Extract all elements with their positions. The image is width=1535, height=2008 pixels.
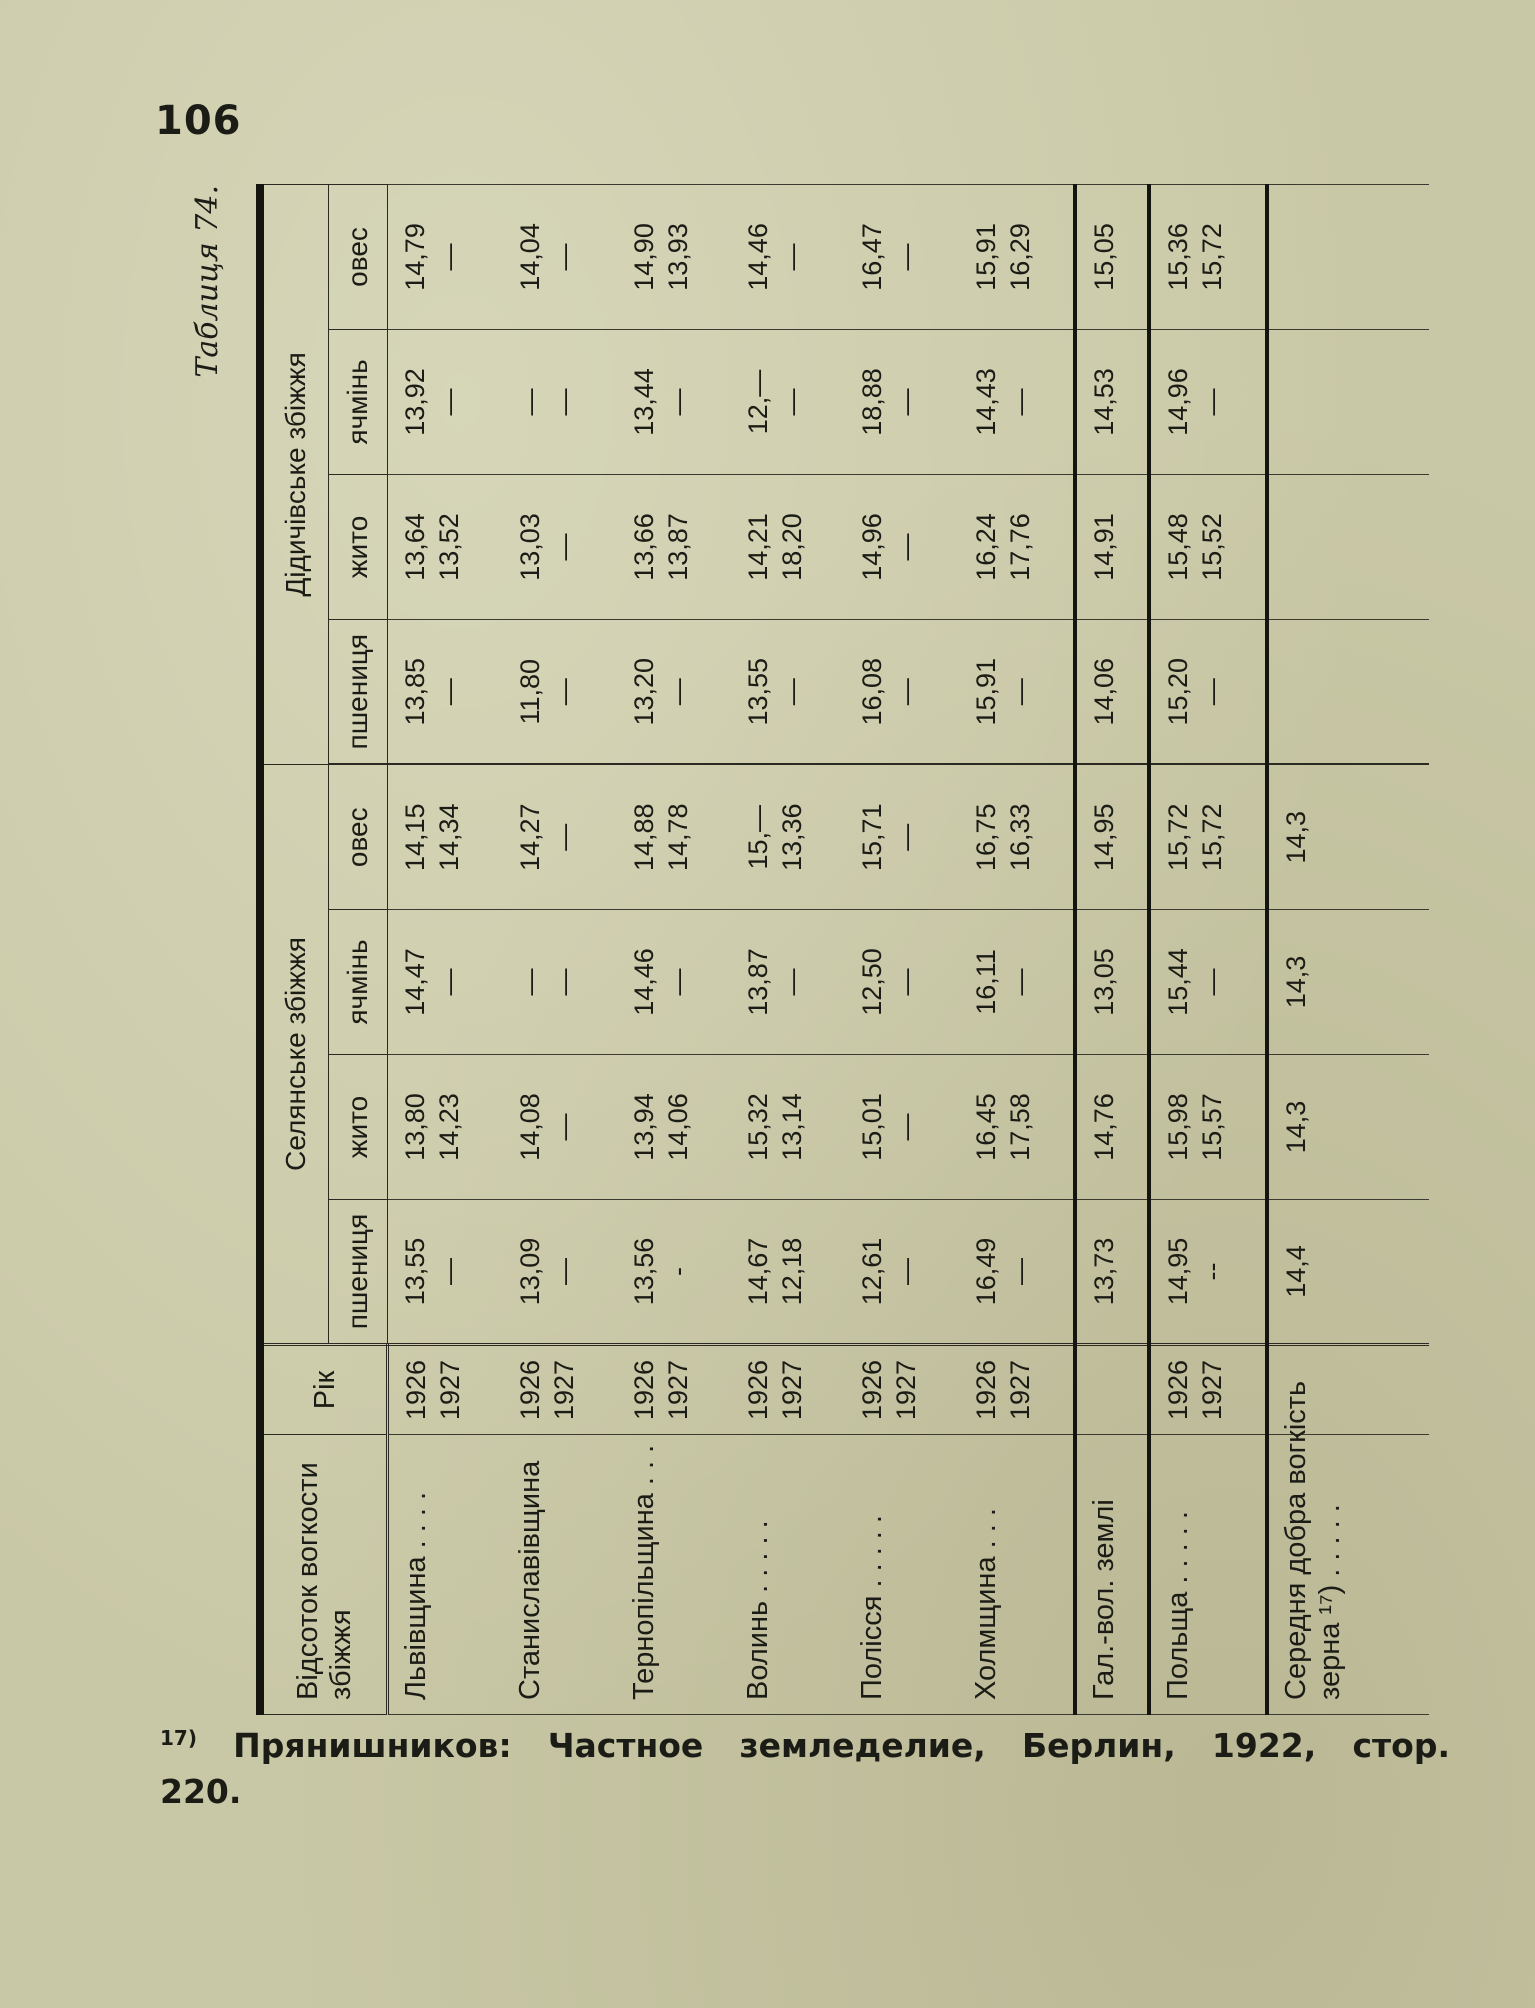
cell-value: 13,56 [629,1237,659,1306]
estate-value-cell [1267,619,1429,764]
cell-value: 1927 [891,1359,921,1421]
peasant-crop-header: ячмінь [329,910,388,1055]
cell-value: 14,67 [743,1237,773,1306]
table-caption: Таблиця 74. [190,185,225,378]
cell-value: 1927 [777,1359,807,1421]
cell-value: -- [1197,1262,1227,1281]
cell-value: — [891,533,921,561]
year-cell [617,1345,731,1435]
cell-value: 1926 [515,1359,545,1421]
table-row [845,184,959,1714]
estate-value-cell [1149,474,1267,619]
cell-value: 14,95 [1089,803,1119,872]
rotated-table-block [182,185,1422,1715]
cell-value: 1926 [971,1359,1001,1421]
cell-value: 16,47 [857,223,887,291]
peasant-value-cell [1267,764,1429,909]
cell-value: — [434,1258,464,1285]
cell-value: — [1005,1258,1035,1285]
peasant-value-cell [959,1200,1075,1345]
estate-value-cell [731,329,845,474]
cell-value: — [891,243,921,271]
cell-value: — [891,678,921,706]
peasant-value-cell [959,1055,1075,1200]
peasant-value-cell [1149,1200,1267,1345]
cell-value: 14,47 [400,948,430,1016]
cell-value: 14,90 [629,223,659,291]
cell-value: 14,95 [1163,1237,1193,1306]
cell-value: 13,36 [777,803,807,872]
estate-value-cell [1267,184,1429,329]
cell-value: — [891,1113,921,1141]
cell-value: 1926 [857,1359,887,1421]
cell-value: 13,03 [515,513,545,581]
cell-value: 13,05 [1089,948,1119,1016]
cell-value: 12,— [743,369,773,435]
cell-value: — [549,678,579,706]
cell-value: 14,53 [1089,368,1119,436]
cell-value: — [777,243,807,271]
table-row [959,184,1075,1714]
peasant-value-cell [1075,1200,1149,1345]
peasant-value-cell [388,910,504,1055]
cell-value: - [663,1267,693,1276]
cell-value: 15,36 [1163,223,1193,291]
cell-value: 17,58 [1005,1093,1035,1161]
year-column-header: Рік [260,1345,388,1435]
peasant-crop-header: овес [329,764,388,909]
estate-value-cell [1075,184,1149,329]
estate-value-cell [503,619,617,764]
estate-value-cell [959,619,1075,764]
cell-value: 18,88 [857,368,887,436]
peasant-value-cell [388,764,504,909]
estate-grain-header: Дідичівське збіжжя [260,184,329,764]
cell-value: 16,75 [971,803,1001,872]
region-name: Полісся . . . . . [845,1435,959,1715]
peasant-crop-header: жито [329,1055,388,1200]
year-cell [388,1345,504,1435]
cell-value: 15,98 [1163,1093,1193,1161]
cell-value: 14,08 [515,1093,545,1161]
table-row [388,184,504,1714]
estate-value-cell [503,474,617,619]
year-cell [1149,1345,1267,1435]
estate-value-cell [845,619,959,764]
cell-value: — [549,243,579,271]
cell-value: 1926 [629,1359,659,1421]
estate-crop-header: овес [329,184,388,329]
cell-value: 1926 [743,1359,773,1421]
peasant-value-cell [731,764,845,909]
peasant-value-cell [845,910,959,1055]
cell-value: 13,80 [400,1093,430,1161]
footnote [160,1715,1450,1815]
peasant-value-cell [731,910,845,1055]
cell-value: 15,20 [1163,657,1193,726]
peasant-value-cell [845,1200,959,1345]
cell-value: 14,3 [1281,955,1311,1009]
peasant-value-cell [503,1200,617,1345]
cell-value: — [1005,968,1035,996]
summary-row [1267,184,1429,1714]
summary-row [1149,184,1267,1714]
cell-value: — [663,678,693,706]
estate-value-cell [731,619,845,764]
cell-value: 1927 [1005,1359,1035,1421]
region-column-header: Відсоток вогкости збіжжя [260,1435,388,1715]
cell-value: 15,71 [857,803,887,872]
region-name: Польща . . . . . [1149,1435,1267,1715]
estate-value-cell [731,474,845,619]
year-cell [503,1345,617,1435]
cell-value: 14,78 [663,803,693,872]
cell-value: 14,79 [400,223,430,291]
estate-value-cell [388,619,504,764]
cell-value: 15,91 [971,223,1001,291]
cell-value: 15,— [743,804,773,870]
cell-value: — [515,388,545,416]
cell-value: — [515,968,545,996]
cell-value: — [434,243,464,271]
cell-value: 13,87 [663,513,693,581]
region-name: Гал.-вол. землі [1075,1435,1149,1715]
year-cell [959,1345,1075,1435]
estate-value-cell [959,184,1075,329]
cell-value: 16,11 [971,949,1001,1015]
cell-value: 13,92 [400,368,430,436]
cell-value: — [549,1113,579,1141]
estate-value-cell [1149,329,1267,474]
cell-value: — [549,1258,579,1285]
cell-value: 14,88 [629,803,659,872]
peasant-value-cell [1075,910,1149,1055]
peasant-value-cell [845,1055,959,1200]
cell-value: — [434,678,464,706]
region-name: Тернопільщина . . . [617,1435,731,1715]
cell-value: 15,72 [1163,803,1193,872]
region-name: Львівщина . . . . [388,1435,504,1715]
peasant-grain-header: Селянське збіжжя [260,764,329,1344]
peasant-value-cell [503,910,617,1055]
estate-value-cell [1075,619,1149,764]
peasant-value-cell [617,1200,731,1345]
cell-value: — [891,968,921,996]
cell-value: 15,52 [1197,513,1227,581]
estate-value-cell [845,329,959,474]
peasant-value-cell [845,764,959,909]
cell-value: 14,96 [857,513,887,581]
peasant-value-cell [388,1055,504,1200]
cell-value: 1927 [663,1359,693,1421]
estate-crop-header: пшениця [329,619,388,764]
peasant-value-cell [1075,764,1149,909]
cell-value: 11,80 [515,658,545,725]
cell-value: 15,48 [1163,513,1193,581]
cell-value: — [663,968,693,996]
peasant-value-cell [1075,1055,1149,1200]
peasant-value-cell [1267,1055,1429,1200]
cell-value: 14,27 [515,803,545,872]
cell-value: 14,4 [1281,1245,1311,1298]
cell-value: — [1005,678,1035,706]
cell-value: 1927 [1197,1359,1227,1421]
year-cell [1075,1345,1149,1435]
cell-value: 12,18 [777,1237,807,1306]
table-row [731,184,845,1714]
cell-value: — [891,1258,921,1285]
estate-value-cell [388,184,504,329]
cell-value: — [1197,388,1227,416]
estate-value-cell [1075,474,1149,619]
cell-value: 12,61 [857,1237,887,1306]
cell-value: 1927 [435,1359,465,1421]
cell-value: 15,01 [857,1093,887,1161]
cell-value: — [1005,388,1035,416]
cell-value: 13,09 [515,1237,545,1306]
cell-value: 14,91 [1089,513,1119,581]
cell-value: 13,93 [663,223,693,291]
cell-value: 13,55 [743,657,773,726]
region-name: Волинь . . . . . [731,1435,845,1715]
cell-value: 14,3 [1281,1100,1311,1154]
cell-value: 16,29 [1005,223,1035,291]
cell-value: 13,14 [777,1093,807,1161]
cell-value: — [663,388,693,416]
peasant-value-cell [1267,910,1429,1055]
cell-value: 16,24 [971,513,1001,581]
cell-value: 16,33 [1005,803,1035,872]
grain-moisture-table [256,184,1429,1715]
cell-value: 15,72 [1197,803,1227,872]
peasant-value-cell [959,764,1075,909]
peasant-value-cell [731,1055,845,1200]
cell-value: — [777,968,807,996]
cell-value: — [549,823,579,851]
cell-value: — [777,678,807,706]
cell-value: 16,45 [971,1093,1001,1161]
peasant-value-cell [617,910,731,1055]
cell-value: 14,46 [743,223,773,291]
cell-value: 15,72 [1197,223,1227,291]
peasant-value-cell [959,910,1075,1055]
cell-value: 14,04 [515,223,545,291]
cell-value: — [1197,678,1227,706]
estate-value-cell [388,329,504,474]
page-number: 106 [155,98,242,144]
estate-crop-header: жито [329,474,388,619]
cell-value: — [549,968,579,996]
cell-value: 13,44 [629,368,659,436]
peasant-value-cell [1149,1055,1267,1200]
region-name-line: Середня добра вогкість [1280,1380,1312,1700]
footnote-marker: 17) [160,1726,197,1750]
cell-value: 12,50 [857,948,887,1016]
summary-row [1075,184,1149,1714]
estate-value-cell [959,329,1075,474]
cell-value: 14,06 [1089,657,1119,726]
peasant-value-cell [1149,764,1267,909]
estate-value-cell [1075,329,1149,474]
estate-value-cell [1267,329,1429,474]
estate-value-cell [617,329,731,474]
estate-value-cell [959,474,1075,619]
cell-value: 14,34 [434,803,464,872]
cell-value: 18,20 [777,513,807,581]
cell-value: 1926 [401,1359,431,1421]
cell-value: 13,66 [629,513,659,581]
cell-value: 15,91 [971,657,1001,726]
estate-value-cell [617,619,731,764]
peasant-value-cell [503,1055,617,1200]
estate-value-cell [617,184,731,329]
region-name [1267,1380,1429,1715]
estate-value-cell [845,474,959,619]
cell-value: 14,3 [1281,810,1311,864]
cell-value: — [549,533,579,561]
cell-value: — [891,823,921,851]
cell-value: 15,05 [1089,223,1119,291]
cell-value: — [434,968,464,996]
peasant-crop-header: пшениця [329,1200,388,1345]
table-row [617,184,731,1714]
cell-value: 13,55 [400,1237,430,1306]
estate-value-cell [503,184,617,329]
estate-value-cell [1267,474,1429,619]
estate-value-cell [617,474,731,619]
cell-value: 16,49 [971,1237,1001,1306]
footnote-text: Прянишников: Частное земледелие, Берлин, 1922, стор. 220. [160,1726,1450,1811]
cell-value: 13,20 [629,657,659,726]
cell-value: 15,32 [743,1093,773,1161]
cell-value: 15,57 [1197,1093,1227,1161]
peasant-value-cell [617,1055,731,1200]
estate-value-cell [731,184,845,329]
cell-value: 14,06 [663,1093,693,1161]
cell-value: — [891,388,921,416]
cell-value: 14,23 [434,1093,464,1161]
estate-value-cell [503,329,617,474]
cell-value: 13,87 [743,948,773,1016]
cell-value: 13,73 [1089,1237,1119,1306]
cell-value: 1926 [1163,1359,1193,1421]
cell-value: 13,52 [434,513,464,581]
estate-value-cell [845,184,959,329]
cell-value: 13,64 [400,513,430,581]
cell-value: 15,44 [1163,948,1193,1016]
cell-value: — [549,388,579,416]
table-row [503,184,617,1714]
estate-value-cell [388,474,504,619]
peasant-value-cell [503,764,617,909]
estate-value-cell [1149,184,1267,329]
cell-value: 1927 [549,1359,579,1421]
cell-value: — [1197,968,1227,996]
cell-value: — [434,388,464,416]
year-cell [731,1345,845,1435]
region-name: Холмщина . . . [959,1435,1075,1715]
cell-value: 14,43 [971,368,1001,436]
peasant-value-cell [1267,1200,1429,1345]
cell-value: 16,08 [857,657,887,726]
cell-value: 17,76 [1005,513,1035,581]
cell-value: 14,76 [1089,1093,1119,1161]
cell-value: 13,94 [629,1093,659,1161]
peasant-value-cell [1149,910,1267,1055]
cell-value: 13,85 [400,657,430,726]
cell-value: 14,21 [743,513,773,581]
cell-value: 14,46 [629,948,659,1016]
year-cell [845,1345,959,1435]
estate-crop-header: ячмінь [329,329,388,474]
estate-value-cell [1149,619,1267,764]
region-name: Станиславівщина [503,1435,617,1715]
peasant-value-cell [617,764,731,909]
region-name-line: зерна ¹⁷) . . . . . [1314,1504,1346,1700]
peasant-value-cell [388,1200,504,1345]
cell-value: 14,96 [1163,368,1193,436]
peasant-value-cell [731,1200,845,1345]
cell-value: — [777,388,807,416]
cell-value: 14,15 [400,803,430,872]
